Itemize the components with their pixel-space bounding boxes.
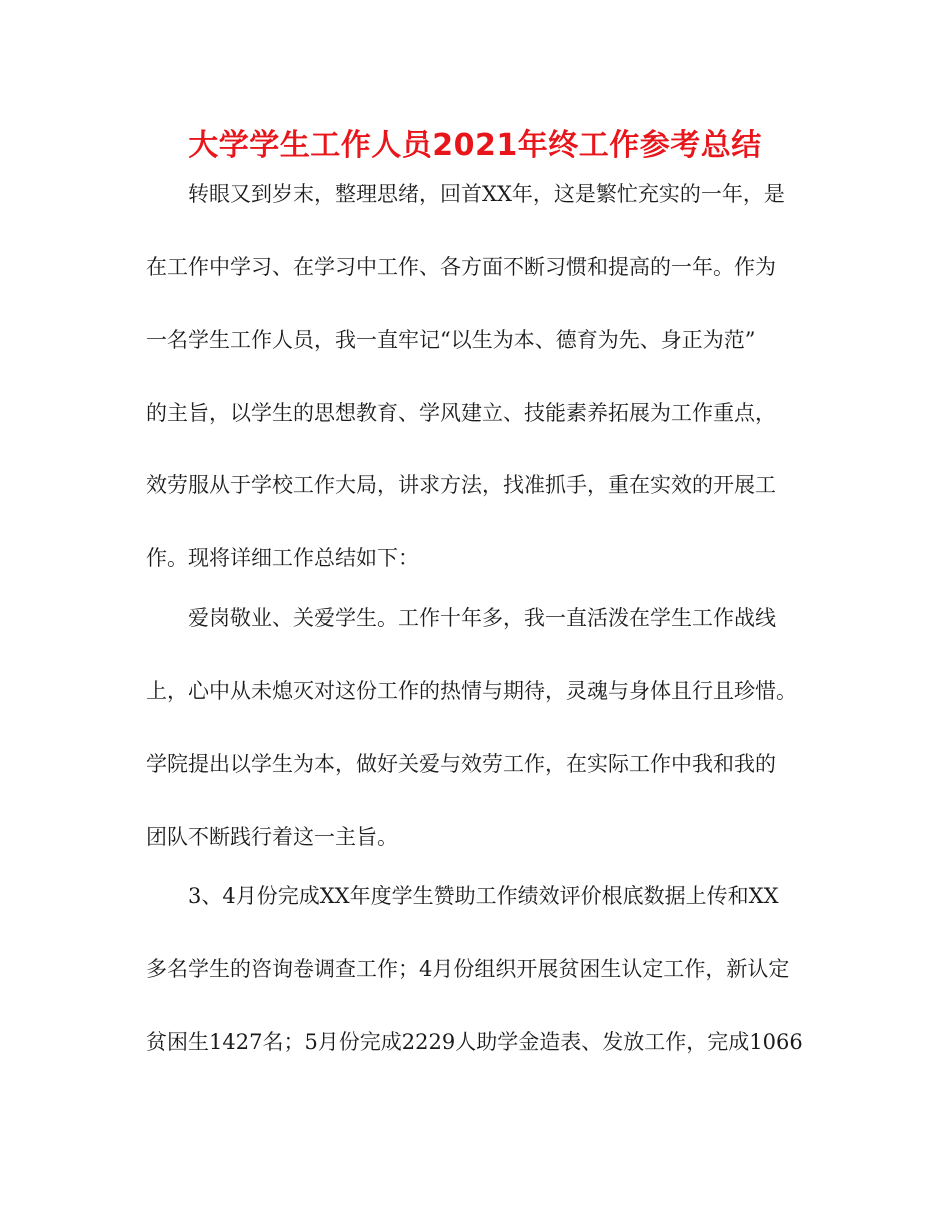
- paragraph-line: 作。现将详细工作总结如下：: [146, 546, 419, 570]
- paragraph-line: 团队不断践行着这一主旨。: [146, 825, 398, 849]
- paragraph-line: 上，心中从未熄灭对这份工作的热情与期待，灵魂与身体且行且珍惜。: [146, 679, 797, 703]
- paragraph-line: 贫困生1427名；5月份完成2229人助学金造表、发放工作，完成1066: [146, 1030, 803, 1054]
- paragraph-line: 3、4月份完成XX年度学生赞助工作绩效评价根底数据上传和XX: [188, 884, 779, 908]
- paragraph-line: 的主旨，以学生的思想教育、学风建立、技能素养拓展为工作重点，: [146, 401, 776, 425]
- paragraph-line: 多名学生的咨询卷调查工作；4月份组织开展贫困生认定工作，新认定: [146, 957, 790, 981]
- paragraph-line: 学院提出以学生为本，做好关爱与效劳工作，在实际工作中我和我的: [146, 752, 776, 776]
- paragraph-line: 一名学生工作人员，我一直牢记“以生为本、德育为先、身正为范”: [146, 328, 756, 352]
- paragraph-line: 在工作中学习、在学习中工作、各方面不断习惯和提高的一年。作为: [146, 255, 776, 279]
- paragraph-line: 效劳服从于学校工作大局，讲求方法，找准抓手，重在实效的开展工: [146, 473, 776, 497]
- paragraph-line: 转眼又到岁末，整理思绪，回首XX年，这是繁忙充实的一年，是: [188, 182, 785, 206]
- document-title: 大学学生工作人员2021年终工作参考总结: [188, 128, 762, 163]
- paragraph-line: 爱岗敬业、关爱学生。工作十年多，我一直活泼在学生工作战线: [188, 606, 776, 630]
